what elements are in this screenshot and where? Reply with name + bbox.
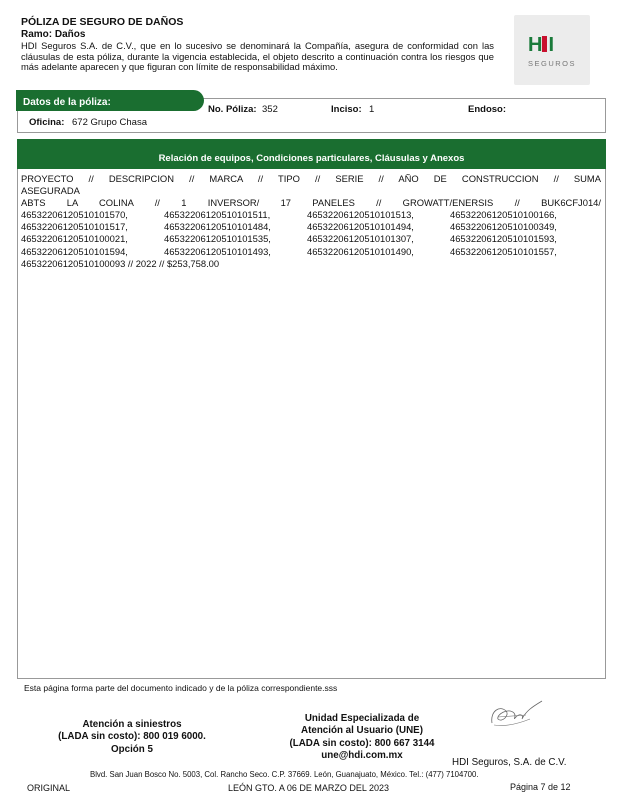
hdi-wordmark: H I [528, 34, 554, 56]
serial-row [21, 246, 601, 258]
serial-number: 46532206120510101493, [164, 245, 271, 257]
serial-number: 46532206120510101535, [164, 233, 271, 245]
serial-number: 46532206120510101307, [307, 233, 414, 245]
place-date: LEÓN GTO. A 06 DE MARZO DEL 2023 [228, 783, 390, 793]
claims-line: (LADA sin costo): 800 019 6000. [58, 731, 206, 743]
claims-line: Opción 5 [111, 743, 153, 755]
original-label: ORIGINAL [27, 783, 71, 793]
logo-subtitle: SEGUROS [527, 59, 576, 68]
company-address: Blvd. San Juan Bosco No. 5003, Col. Rancho Seco. C.P. 37669. León, Guanajuato, México. Tel.: (477) 7104700. [90, 770, 479, 779]
relation-heading: Relación de equipos, Condiciones particulares, Cláusulas y Anexos [17, 139, 606, 169]
page-note: Esta página forma parte del documento indicado y de la póliza correspondiente.sss [24, 683, 338, 693]
serial-number: 46532206120510100166, [450, 209, 557, 221]
serial-row [21, 221, 601, 233]
inciso-value: 1 [369, 104, 375, 115]
une-line: (LADA sin costo): 800 667 3144 [289, 737, 435, 749]
serial-row [21, 209, 601, 221]
serial-number: 46532206120510101570, [21, 209, 128, 221]
serial-number: 46532206120510100021, [21, 233, 128, 245]
relation-line: PROYECTO // DESCRIPCION // MARCA // TIPO // SERIE // AÑO DE CONSTRUCCION // SUMA [21, 173, 601, 184]
serial-row [21, 233, 601, 245]
relation-content [21, 173, 601, 270]
oficina-label: Oficina: [29, 117, 65, 128]
ramo-label: Ramo: Daños [21, 29, 86, 40]
relation-line: ASEGURADA [21, 185, 80, 197]
serial-number: 46532206120510100349, [450, 221, 557, 233]
serial-number: 46532206120510101594, [21, 245, 128, 257]
company-name: HDI Seguros, S.A. de C.V. [452, 757, 567, 768]
serial-number: 46532206120510101494, [307, 221, 414, 233]
hdi-logo [514, 15, 590, 85]
poliza-number-label: No. Póliza: [208, 104, 257, 115]
claims-line: Atención a siniestros [82, 719, 182, 730]
poliza-number-value: 352 [262, 104, 278, 115]
serial-number: 46532206120510101511, [164, 209, 271, 221]
serial-number: 46532206120510101517, [21, 221, 128, 233]
policy-intro-text: HDI Seguros S.A. de C.V., que en lo sucesivo se denominará la Compañía, asegura de conformidad con las cláusulas de esta póliza, durante la vigencia establecida, el objeto descrito a continuación contra los riesgos que más adelante aparecen y que figuran con límite de responsabilidad máximo. [21, 40, 494, 73]
relation-line: ABTS LA COLINA // 1 INVERSOR/ 17 PANELES // GROWATT/ENERSIS // BUK6CFJ014/ [21, 197, 601, 209]
une-email: une@hdi.com.mx [321, 749, 403, 761]
inciso-label: Inciso: [331, 104, 362, 115]
oficina-value: 672 Grupo Chasa [72, 117, 147, 128]
serial-number: 46532206120510101593, [450, 233, 557, 245]
une-line: Atención al Usuario (UNE) [301, 725, 423, 737]
serial-number: 46532206120510101513, [307, 209, 414, 221]
serial-number: 46532206120510101557, [450, 245, 557, 257]
claims-contact [47, 719, 217, 756]
signature-image [486, 697, 546, 729]
page-number: Página 7 de 12 [510, 782, 571, 792]
relation-line: 46532206120510100093 // 2022 // $253,758.00 [21, 257, 220, 269]
endoso-label: Endoso: [468, 104, 506, 115]
serial-number: 46532206120510101484, [164, 221, 271, 233]
une-contact [272, 713, 452, 762]
serial-number: 46532206120510101490, [307, 245, 414, 257]
policy-data-tab: Datos de la póliza: [16, 90, 204, 111]
policy-title: PÓLIZA DE SEGURO DE DAÑOS [21, 16, 184, 28]
une-line: Unidad Especializada de [304, 713, 420, 724]
